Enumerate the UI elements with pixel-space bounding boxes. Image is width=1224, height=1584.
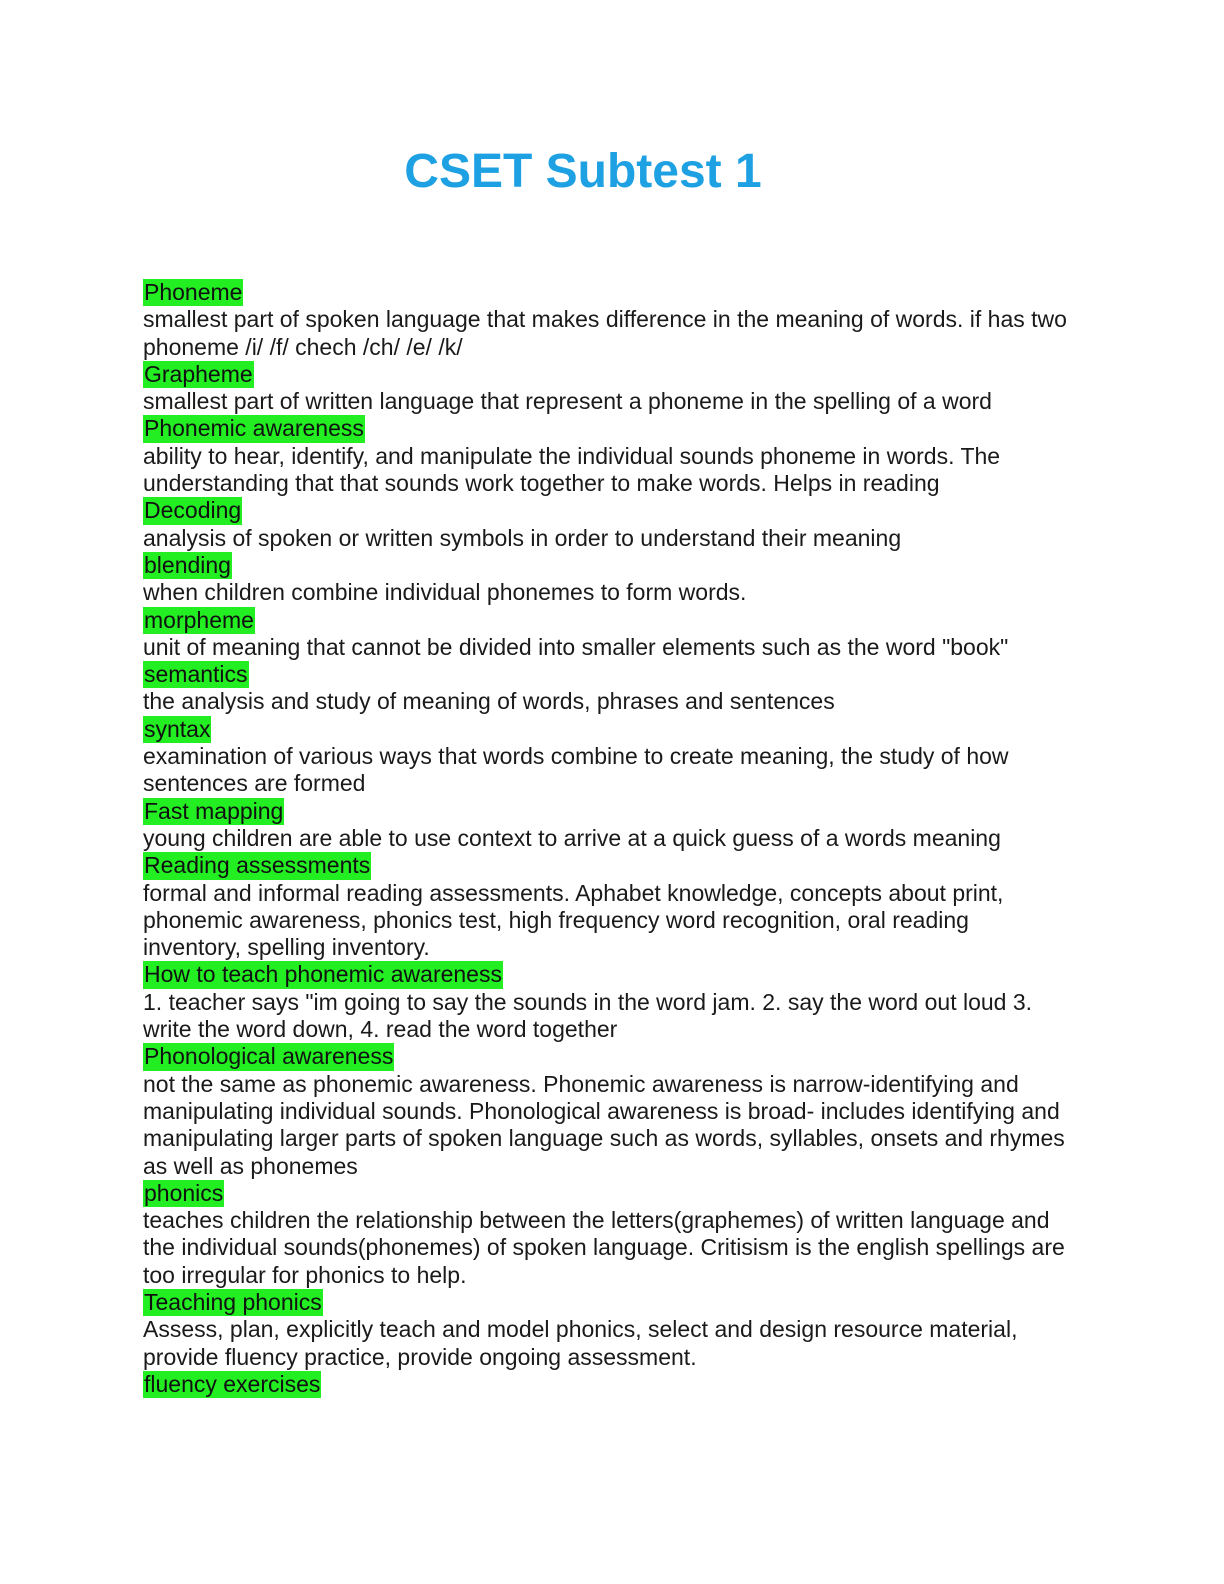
term-definition: young children are able to use context to arrive at a quick guess of a words meaning <box>143 824 1001 851</box>
glossary-entry <box>143 852 1073 961</box>
term-highlight: semantics <box>144 661 248 688</box>
term-highlight: Teaching phonics <box>144 1288 322 1315</box>
term-highlight: Phonemic awareness <box>144 415 364 442</box>
glossary-entry <box>143 1180 1073 1289</box>
term-highlight: morpheme <box>144 606 254 633</box>
glossary-entry <box>143 361 1073 416</box>
term-highlight: Grapheme <box>144 360 253 387</box>
glossary-entry <box>143 607 1073 662</box>
glossary-entry <box>143 552 1073 607</box>
term-highlight: fluency exercises <box>144 1370 321 1397</box>
term-highlight: How to teach phonemic awareness <box>144 961 502 988</box>
glossary-entry <box>143 1371 1073 1398</box>
term-definition: teaches children the relationship between the letters(graphemes) of written language and the individual sounds(phonemes) of spoken language. Critisism is the english spellings are too irregular for phonics to help. <box>143 1207 1065 1288</box>
term-definition: smallest part of spoken language that makes difference in the meaning of words. if has two phoneme /i/ /f/ chech /ch/ /e/ /k/ <box>143 306 1067 360</box>
term-definition: when children combine individual phonemes to form words. <box>143 579 747 606</box>
page-title: CSET Subtest 1 <box>404 145 762 198</box>
term-definition: ability to hear, identify, and manipulate the individual sounds phoneme in words. The understanding that that sounds work together to make words. Helps in reading <box>143 442 1001 497</box>
glossary-entry <box>143 798 1073 853</box>
term-highlight: Decoding <box>144 497 242 524</box>
glossary-entry <box>143 415 1073 497</box>
term-definition: unit of meaning that cannot be divided into smaller elements such as the word "book" <box>143 633 1009 660</box>
term-definition: smallest part of written language that represent a phoneme in the spelling of a word <box>143 388 992 415</box>
term-highlight: syntax <box>144 715 211 742</box>
term-definition: analysis of spoken or written symbols in order to understand their meaning <box>143 524 902 551</box>
term-definition: not the same as phonemic awareness. Phonemic awareness is narrow-identifying and manipulating individual sounds. Phonological awareness is broad- includes identifying and manipulating larger parts of spoken language such as words, syllables, onsets and rhymes as well as phonemes <box>143 1070 1065 1179</box>
term-definition: 1. teacher says "im going to say the sounds in the word jam. 2. say the word out loud 3. write the word down, 4. read the word together <box>143 988 1033 1043</box>
term-highlight: blending <box>144 551 231 578</box>
term-highlight: Phoneme <box>144 279 243 305</box>
term-definition: the analysis and study of meaning of words, phrases and sentences <box>143 688 835 715</box>
glossary-entry <box>143 1043 1073 1179</box>
glossary-entry <box>143 279 1073 361</box>
term-highlight: phonics <box>144 1179 224 1206</box>
term-highlight: Fast mapping <box>144 797 284 824</box>
glossary-entry <box>143 716 1073 798</box>
glossary-entry <box>143 1289 1073 1371</box>
glossary-entry <box>143 497 1073 552</box>
term-highlight: Reading assessments <box>144 852 371 879</box>
term-definition: Assess, plan, explicitly teach and model phonics, select and design resource material, provide fluency practice, provide ongoing assessment. <box>143 1316 1018 1370</box>
term-definition: formal and informal reading assessments. Aphabet knowledge, concepts about print, phonemic awareness, phonics test, high frequency word recognition, oral reading inventory, spelling inventory. <box>143 879 1004 961</box>
term-definition: examination of various ways that words combine to create meaning, the study of how sentences are formed <box>143 743 1009 797</box>
term-highlight: Phonological awareness <box>144 1043 394 1070</box>
glossary-list <box>143 279 1073 1398</box>
glossary-entry <box>143 961 1073 1043</box>
glossary-entry <box>143 661 1073 716</box>
